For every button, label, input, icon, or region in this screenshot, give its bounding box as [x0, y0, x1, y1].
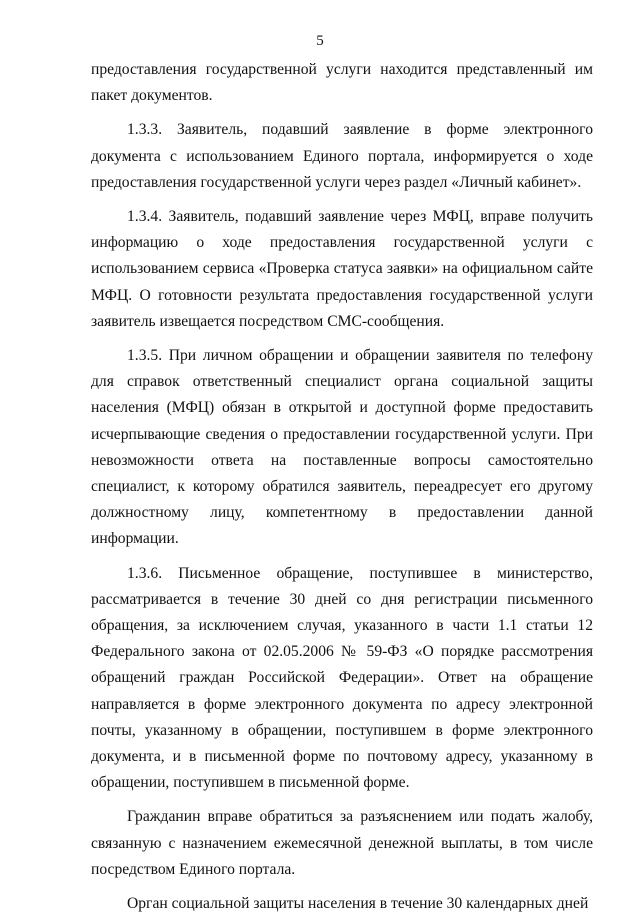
paragraph-citizen-rights: Гражданин вправе обратиться за разъяснением или подать жалобу, связанную с назначением ежемесячной денежной выплаты, в том числе посредством Единого портала.	[91, 808, 593, 878]
paragraph-1-3-6: 1.3.6. Письменное обращение, поступившее в министерство, рассматривается в течение 30 дней со дня регистрации письменного обращения, за исключением случая, указанного в части 1.1 статьи 12 Федерального закона от 02.05.2006 № 59-ФЗ «О порядке рассмотрения обращений граждан Российской Федерации». Ответ на обращение направляется в форме электронного документа по адресу электронной почты, указанному в обращении, поступившем в форме электронного документа, и в письменной форме по почтовому адресу, указанному в обращении, поступившем в письменной форме.	[91, 564, 593, 792]
paragraph-social-protection: Орган социальной защиты населения в течение 30 календарных дней	[127, 895, 589, 913]
paragraph-1-3-3: 1.3.3. Заявитель, подавший заявление в форме электронного документа с использованием Единого портала, информируется о ходе предоставления государственной услуги через раздел «Личный кабинет».	[91, 121, 593, 191]
page-body	[91, 57, 593, 917]
paragraph-1-3-5: 1.3.5. При личном обращении и обращении заявителя по телефону для справок ответственный специалист органа социальной защиты населения (МФЦ) обязан в открытой и доступной форме предоставить исчерпывающие сведения о предоставлении государственной услуги. При невозможности ответа на поставленные вопросы самостоятельно специалист, к которому обратился заявитель, переадресует его другому должностному лицу, компетентному в предоставлении данной информации.	[91, 347, 593, 548]
page-number: 5	[316, 33, 324, 49]
paragraph-continuation: предоставления государственной услуги находится представленный им пакет документов.	[91, 61, 593, 105]
paragraph-1-3-4: 1.3.4. Заявитель, подавший заявление через МФЦ, вправе получить информацию о ходе предоставления государственной услуги с использованием сервиса «Проверка статуса заявки» на официальном сайте МФЦ. О готовности результата предоставления государственной услуги заявитель извещается посредством СМС-сообщения.	[91, 208, 593, 330]
